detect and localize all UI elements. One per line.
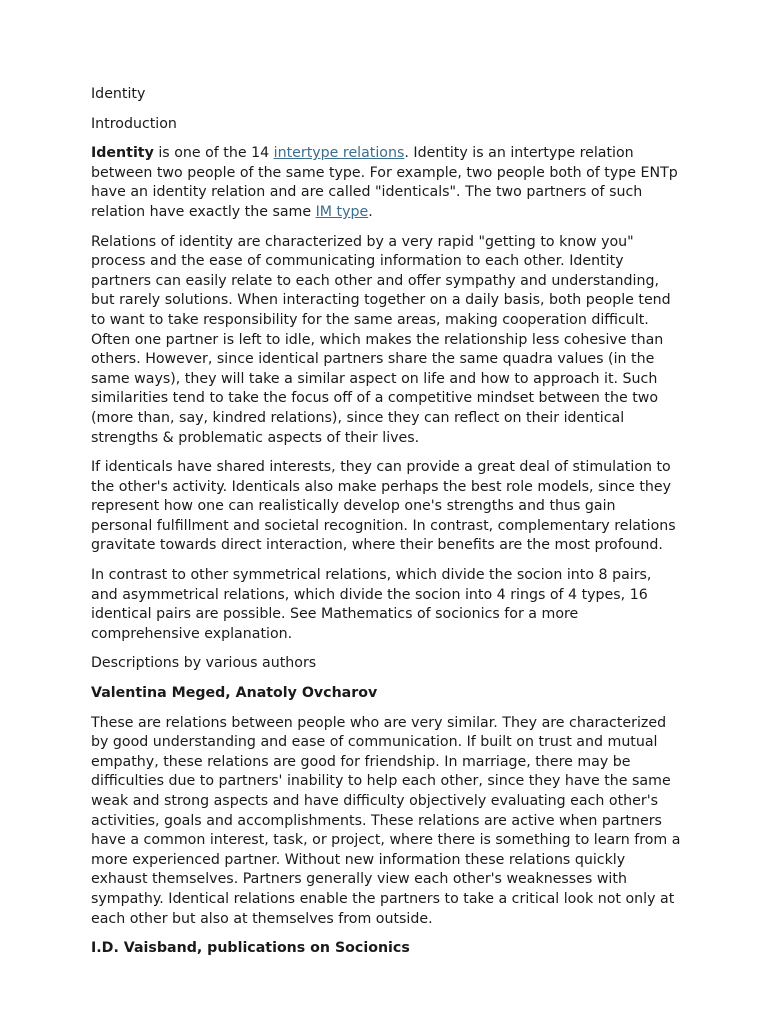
intro-paragraph (91, 144, 681, 222)
document-page (91, 85, 681, 969)
author-vaisband-name: I.D. Vaisband, publications on Socionics (91, 940, 410, 957)
intro-text-a: is one of the 14 (153, 145, 274, 162)
intro-text-c: . (368, 203, 373, 220)
intro-text-b: . Identity is an intertype relation between two people of the same type. For example, two people both of type ENTp have an identity relation and are called "identicals". The two partners of such relation have exactly the same (91, 145, 678, 220)
intro-heading: Introduction (91, 115, 177, 132)
document-title: Identity (91, 86, 146, 102)
term-identity: Identity (91, 145, 154, 162)
descriptions-heading: Descriptions by various authors (91, 655, 317, 672)
author-heading-meged (91, 684, 681, 704)
im-type-link[interactable]: IM type (315, 203, 369, 220)
author-meged-name: Valentina Meged, Anatoly Ovcharov (91, 685, 378, 702)
paragraph-identicals: If identicals have shared interests, they can provide a great deal of stimulation to the other's activity. Identicals also make perhaps the best role models, since they represent how one can realistically develop one's strengths and thus gain personal fulfillment and societal recognition. In contrast, complementary relations gravitate towards direct interaction, where their benefits are the most profound. (91, 459, 676, 554)
paragraph-relations: Relations of identity are characterized by a very rapid "getting to know you" process and the ease of communicating information to each other. Identity partners can easily relate to each other and offer sympathy and understanding, but rarely solutions. When interacting together on a daily basis, both people tend to want to take responsibility for the same areas, making cooperation difficult. Often one partner is left to idle, which makes the relationship less cohesive than others. However, since identical partners share the same quadra values (in the same ways), they will take a similar aspect on life and how to approach it. Such similarities tend to take the focus off of a competitive mindset between the two (more than, say, kindred relations), since they can reflect on their identical strengths & problematic aspects of their lives. (91, 233, 671, 446)
intertype-relations-link[interactable]: intertype relations (273, 145, 405, 162)
paragraph-contrast: In contrast to other symmetrical relations, which divide the socion into 8 pairs, and asymmetrical relations, which divide the socion into 4 rings of 4 types, 16 identical pairs are possible. See Mathematics of socionics for a more comprehensive explanation. (91, 567, 652, 642)
paragraph-meged: These are relations between people who are very similar. They are characterized by good understanding and ease of communication. If built on trust and mutual empathy, these relations are good for friendship. In marriage, there may be difficulties due to partners' inability to help each other, since they have the same weak and strong aspects and have difficulty objectively evaluating each other's activities, goals and accomplishments. These relations are active when partners have a common interest, task, or project, where there is something to learn from a more experienced partner. Without new information these relations quickly exhaust themselves. Partners generally view each other's weaknesses with sympathy. Identical relations enable the partners to take a critical look not only at each other but also at themselves from outside. (91, 714, 681, 927)
author-heading-vaisband (91, 939, 681, 959)
